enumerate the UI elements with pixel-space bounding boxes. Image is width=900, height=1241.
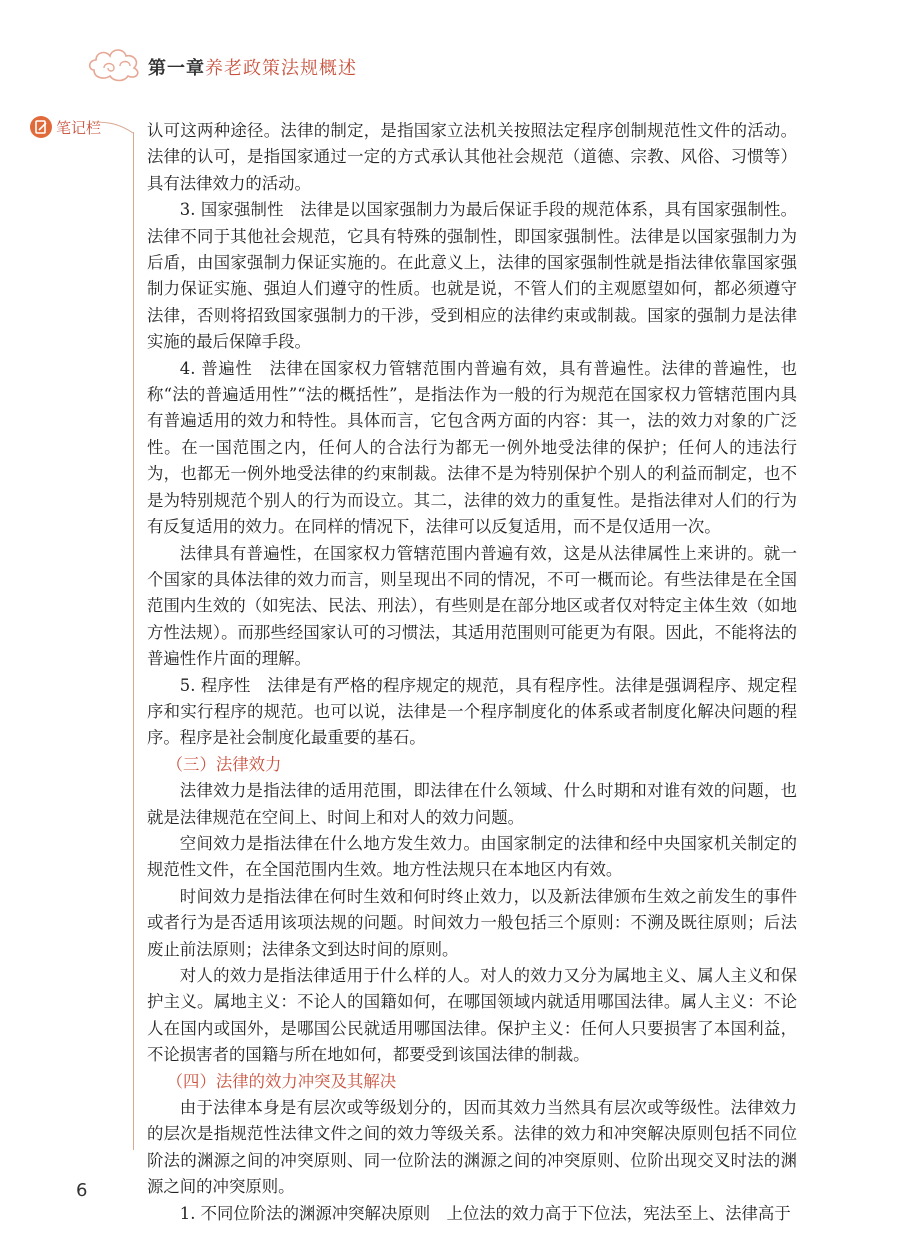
paragraph: 由于法律本身是有层次或等级划分的，因而其效力当然具有层次或等级性。法律效力的层次是指规范性法律文件之间的效力等级关系。法律的效力和冲突解决原则包括不同位阶法的渊源之间的冲突原则、同一位阶法的渊源之间的冲突原则、位阶出现交叉时法的渊源之间的冲突原则。 [147, 1098, 797, 1197]
paragraph: 3. 国家强制性 法律是以国家强制力为最后保证手段的规范体系，具有国家强制性。法律不同于其他社会规范，它具有特殊的强制性，即国家强制性。法律是以国家强制力为后盾，由国家强制力保证实施的。在此意义上，法律的国家强制性就是指法律依靠国家强制力保证实施、强迫人们遵守的性质。也就是说，不管人们的主观愿望如何，都必须遵守法律，否则将招致国家强制力的干涉，受到相应的法律约束或制裁。国家的强制力是法律实施的最后保障手段。 [147, 200, 797, 352]
section-heading: （四）法律的效力冲突及其解决 [166, 1071, 397, 1091]
paragraph: 4. 普遍性 法律在国家权力管辖范围内普遍有效，具有普遍性。法律的普遍性，也称“法的普遍适用性”“法的概括性”，是指法作为一般的行为规范在国家权力管辖范围内具有普遍适用的效力和特性。具体而言，它包含两方面的内容：其一，法的效力对象的广泛性。在一国范围之内，任何人的合法行为都无一例外地受法律的保护；任何人的违法行为，也都无一例外地受法律的约束制裁。法律不是为特别保护个别人的利益而制定，也不是为特别规范个别人的行为而设立。其二，法律的效力的重复性。是指法律对人们的行为有反复适用的效力。在同样的情况下，法律可以反复适用，而不是仅适用一次。 [147, 358, 797, 537]
notes-margin-line [133, 132, 134, 1150]
paragraph: 时间效力是指法律在何时生效和何时终止效力，以及新法律颁布生效之前发生的事件或者行为是否适用该项法规的问题。时间效力一般包括三个原则：不溯及既往原则；后法废止前法原则；法律条文到达时间的原则。 [147, 886, 797, 959]
chapter-number: 第一章 [148, 58, 205, 79]
paragraph: 法律具有普遍性，在国家权力管辖范围内普遍有效，这是从法律属性上来讲的。就一个国家的具体法律的效力而言，则呈现出不同的情况，不可一概而论。有些法律是在全国范围内生效的（如宪法、民法、刑法），有些则是在部分地区或者仅对特定主体生效（如地方性法规）。而那些经国家认可的习惯法，其适用范围则可能更为有限。因此，不能将法的普遍性作片面的理解。 [147, 543, 797, 669]
chapter-title: 养老政策法规概述 [205, 58, 357, 79]
page-number: 6 [76, 1180, 88, 1201]
body-text [147, 118, 797, 1227]
paragraph: 5. 程序性 法律是有严格的程序规定的规范，具有程序性。法律是强调程序、规定程序和实行程序的规范。也可以说，法律是一个程序制度化的体系或者制度化解决问题的程序。程序是社会制度化最重要的基石。 [147, 675, 797, 748]
notes-label: 笔记栏 [56, 119, 102, 137]
paragraph: 法律效力是指法律的适用范围，即法律在什么领域、什么时期和对谁有效的问题，也就是法律规范在空间上、时间上和对人的效力问题。 [147, 781, 797, 827]
cloud-ornament-icon [86, 40, 146, 84]
paragraph: 认可这两种途径。法律的制定，是指国家立法机关按照法定程序创制规范性文件的活动。法律的认可，是指国家通过一定的方式承认其他社会规范（道德、宗教、风俗、习惯等）具有法律效力的活动。 [147, 121, 797, 193]
margin-decoration [92, 120, 134, 134]
paragraph: 空间效力是指法律在什么地方发生效力。由国家制定的法律和经中央国家机关制定的规范性文件，在全国范围内生效。地方性法规只在本地区内有效。 [147, 833, 797, 880]
pencil-note-icon [30, 116, 52, 138]
paragraph: 对人的效力是指法律适用于什么样的人。对人的效力又分为属地主义、属人主义和保护主义。属地主义：不论人的国籍如何，在哪国领域内就适用哪国法律。属人主义：不论人在国内或国外，是哪国公民就适用哪国法律。保护主义：任何人只要损害了本国利益，不论损害者的国籍与所在地如何，都要受到该国法律的制裁。 [147, 966, 797, 1065]
section-heading: （三）法律效力 [166, 754, 282, 774]
page-header [0, 0, 900, 100]
paragraph: 1. 不同位阶法的渊源冲突解决原则 上位法的效力高于下位法，宪法至上、法律高于 [179, 1203, 791, 1223]
